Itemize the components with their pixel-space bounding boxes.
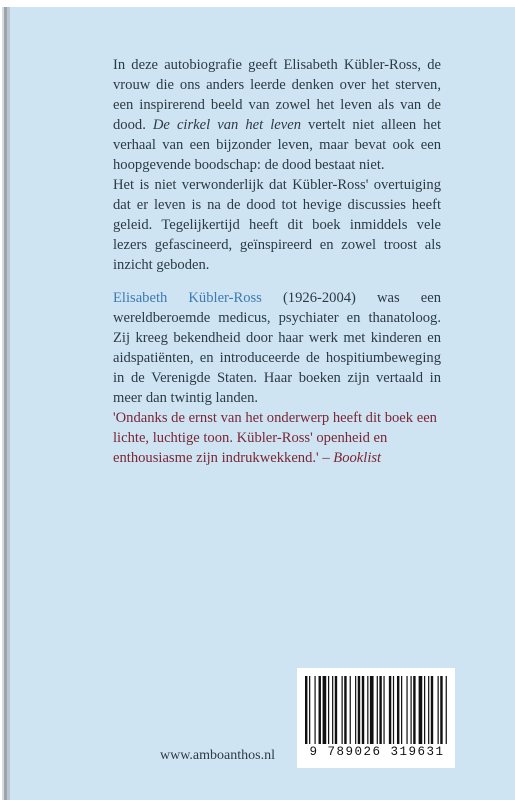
barcode-bar — [323, 676, 327, 744]
barcode-bar — [319, 676, 321, 744]
barcode-bar — [328, 676, 329, 744]
barcode-bar — [314, 676, 315, 744]
review-source: Booklist — [333, 450, 382, 466]
blurb-text-1: In deze autobiografie geeft Elisabeth Kübler-Ross, de vrouw die ons anders leerde denken over het sterven, een inspirerend beeld van zowel het leven als van de dood. — [113, 57, 441, 133]
barcode-bar — [358, 676, 360, 744]
barcode-bars — [305, 676, 447, 744]
barcode-bar — [446, 676, 447, 744]
barcode-bar — [440, 676, 442, 744]
barcode-bar — [309, 676, 310, 744]
author-name: Elisabeth Kübler-Ross — [113, 290, 262, 306]
barcode — [297, 668, 455, 768]
barcode-bar — [344, 676, 346, 744]
blurb-text-1-tail: vertelt niet alleen het verhaal van een bijzonder leven, maar bevat ook een hoopgevende boodschap: de dood bestaat niet. — [113, 117, 442, 173]
barcode-bar — [424, 676, 425, 744]
barcode-bar — [355, 676, 356, 744]
barcode-bar — [406, 676, 407, 744]
barcode-bar — [377, 676, 378, 744]
review-quote — [113, 408, 441, 468]
barcode-bar — [393, 676, 394, 744]
barcode-bar — [428, 676, 429, 744]
barcode-bar — [332, 676, 333, 744]
barcode-bar — [419, 676, 423, 744]
author-bio-text: (1926-2004) was een wereldberoemde medicus, psychiater en thanatoloog. Zij kreeg bekendheid door haar werk met kinderen en aidspatiënten, en introduceerde de hospitiumbeweging in de Verenigde Staten. Haar boeken zijn vertaald in meer dan twintig landen. — [113, 290, 441, 406]
barcode-bar — [367, 676, 368, 744]
barcode-bar — [431, 676, 433, 744]
barcode-bar — [342, 676, 343, 744]
barcode-bar — [389, 676, 391, 744]
publisher-url[interactable]: www.amboanthos.nl — [160, 748, 275, 763]
barcode-bar — [410, 676, 411, 744]
barcode-bar — [350, 676, 351, 744]
isbn-number: 9 789026 319631 — [309, 745, 445, 759]
review-quote-text: 'Ondanks de ernst van het onderwerp heeft dit boek een lichte, luchtige toon. Kübler-Ross' openheid en enthousiasme zijn indrukwekkend.' – — [113, 410, 437, 466]
barcode-bar — [413, 676, 415, 744]
blurb-paragraph-2: Het is niet verwonderlijk dat Kübler-Ross' overtuiging dat er leven is na de dood tot hevige discussies heeft geleid. Tegelijkertijd heeft dit boek inmiddels vele lezers gefascineerd, geïnspireerd en zowel troost als inzicht geboden. — [113, 177, 441, 273]
barcode-bar — [397, 676, 399, 744]
blurb-paragraph-1 — [113, 55, 441, 175]
barcode-bar — [438, 676, 439, 744]
author-bio — [113, 288, 441, 408]
barcode-bar — [362, 676, 364, 744]
barcode-bar — [335, 676, 337, 744]
barcode-bar — [370, 676, 374, 744]
barcode-bar — [383, 676, 384, 744]
barcode-bar — [305, 676, 307, 744]
barcode-bar — [379, 676, 381, 744]
barcode-bar — [401, 676, 402, 744]
book-title: De cirkel van het leven — [152, 117, 301, 133]
